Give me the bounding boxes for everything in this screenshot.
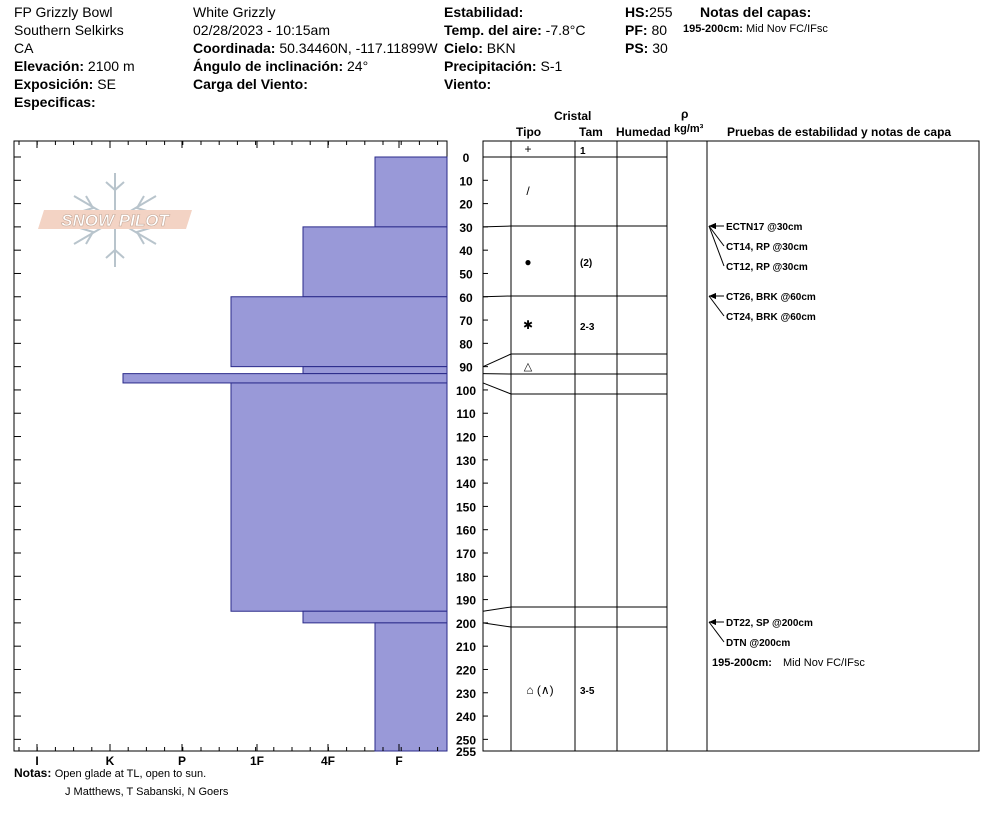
layer-notes-label: Notas del capas: [700, 4, 812, 20]
hs-value: 255 [649, 4, 673, 20]
site-name: White Grizzly [193, 4, 276, 20]
notes-line2: J Matthews, T Sabanski, N Goers [65, 786, 229, 798]
rho-header: ρ [681, 107, 689, 121]
depth-label: 220 [455, 663, 477, 678]
x-tick-label: 1F [249, 754, 265, 768]
layer-connector [483, 623, 511, 627]
hardness-bar [303, 611, 447, 623]
specifics-label: Especificas: [14, 94, 96, 110]
grain-type-symbol: / [526, 184, 530, 198]
test-label: ECTN17 @30cm [726, 222, 803, 233]
stability-label: Estabilidad: [444, 4, 524, 20]
range-name: Southern Selkirks [14, 22, 124, 38]
layer-notes-text: Mid Nov FC/IFsc [746, 23, 828, 35]
test-label: CT14, RP @30cm [726, 242, 808, 253]
hs-label: HS: [625, 4, 650, 20]
aspect-value: SE [97, 76, 116, 92]
test-pointer [709, 226, 724, 246]
depth-label: 30 [459, 220, 473, 235]
hardness-bar [231, 297, 447, 367]
pf-label: PF: [625, 22, 648, 38]
depth-label: 180 [455, 570, 477, 585]
depth-label: 190 [455, 593, 477, 608]
depth-label: 50 [459, 267, 473, 282]
x-tick-label: I [35, 754, 39, 768]
precip-value: S-1 [540, 58, 563, 74]
layer-connector [483, 383, 511, 394]
density-header: kg/m³ [674, 123, 704, 135]
ps-label: PS: [625, 40, 649, 56]
size-header: Tam [579, 125, 603, 139]
hardness-bar [303, 227, 447, 297]
depth-label: 150 [455, 500, 477, 515]
test-label: CT26, BRK @60cm [726, 292, 816, 303]
test-pointer [709, 296, 724, 316]
wind-load-label: Carga del Viento: [193, 76, 308, 92]
depth-label: 70 [459, 314, 473, 329]
grain-type-symbol: ✱ [522, 318, 534, 332]
coord-label: Coordinada: [193, 40, 276, 56]
snowpilot-logo [38, 173, 192, 267]
hardness-plot [14, 141, 476, 768]
notes-line1: Open glade at TL, open to sun. [54, 768, 207, 780]
depth-label: 130 [455, 453, 477, 468]
grain-type-symbol: △ [523, 361, 533, 373]
tests-header: Pruebas de estabilidad y notas de capa [727, 125, 952, 139]
depth-label: 200 [455, 616, 477, 631]
test-label: CT12, RP @30cm [726, 262, 808, 273]
grain-type-symbol: + [524, 142, 532, 156]
ps-value: 30 [652, 40, 668, 56]
hardness-bar [123, 374, 447, 383]
layer-notes-range: 195-200cm: [683, 23, 743, 35]
test-label: CT24, BRK @60cm [726, 312, 816, 323]
x-tick-label: P [177, 754, 187, 768]
hardness-bar [375, 157, 447, 227]
layer-connector [483, 354, 511, 367]
slope-value: 24° [347, 58, 369, 74]
elevation-label: Elevación: [14, 58, 85, 74]
depth-label: 90 [459, 360, 473, 375]
type-header: Tipo [516, 125, 542, 139]
depth-label: 0 [462, 151, 470, 165]
grain-type-symbol: ⌂ (∧) [526, 683, 554, 697]
layer-note-range: 195-200cm: [712, 657, 772, 669]
grain-size-label: 3-5 [580, 686, 595, 697]
test-label: DTN @200cm [726, 638, 791, 649]
depth-label: 120 [455, 430, 477, 445]
hardness-bar [375, 623, 447, 751]
test-pointer [709, 622, 724, 642]
slope-label: Ángulo de inclinación: [193, 58, 344, 74]
grain-size-label: 1 [580, 146, 586, 157]
stability-tests [709, 222, 865, 669]
hardness-bar [231, 383, 447, 611]
depth-label: 20 [459, 197, 473, 212]
notes-label: Notas: [14, 766, 52, 780]
depth-label: 110 [456, 407, 476, 422]
pf-value: 80 [651, 22, 668, 38]
depth-label: 40 [459, 244, 473, 259]
depth-label: 255 [455, 745, 477, 759]
depth-label: 160 [455, 523, 477, 538]
sky-value: BKN [486, 40, 516, 56]
depth-label: 230 [455, 686, 477, 701]
grain-size-label: 2-3 [580, 322, 595, 333]
depth-label: 140 [455, 477, 477, 492]
depth-label: 100 [455, 383, 477, 398]
grain-type-symbol: ● [524, 255, 532, 269]
region-name: CA [14, 40, 34, 56]
layer-note-text: Mid Nov FC/IFsc [783, 657, 865, 669]
hardness-bar [303, 367, 447, 374]
crystal-header: Cristal [554, 109, 592, 123]
depth-label: 60 [459, 290, 473, 305]
precip-label: Precipitación: [444, 58, 537, 74]
layer-connector [483, 607, 511, 611]
aspect-label: Exposición: [14, 76, 94, 92]
air-temp-label: Temp. del aire: [444, 22, 542, 38]
observation-datetime: 02/28/2023 - 10:15am [193, 22, 330, 38]
test-label: DT22, SP @200cm [726, 618, 813, 629]
x-tick-label: F [395, 754, 403, 768]
test-pointer [709, 226, 724, 266]
location-name: FP Grizzly Bowl [14, 4, 113, 20]
elevation-value: 2100 m [87, 58, 135, 74]
wind-label: Viento: [444, 76, 492, 92]
sky-label: Cielo: [444, 40, 483, 56]
depth-label: 250 [455, 733, 477, 748]
depth-label: 240 [455, 710, 477, 725]
air-temp-value: -7.8°C [545, 22, 586, 38]
depth-label: 210 [455, 640, 477, 655]
x-tick-label: 4F [320, 754, 336, 768]
grain-size-label: (2) [580, 258, 593, 269]
moisture-header: Humedad [616, 125, 671, 139]
notes-row [14, 766, 206, 780]
depth-label: 170 [455, 547, 477, 561]
depth-label: 10 [459, 174, 473, 189]
logo-text: SNOW PILOT [61, 211, 169, 230]
coord-value: 50.34460N, -117.11899W [279, 40, 438, 56]
depth-label: 80 [459, 337, 473, 352]
x-tick-label: K [105, 754, 115, 768]
